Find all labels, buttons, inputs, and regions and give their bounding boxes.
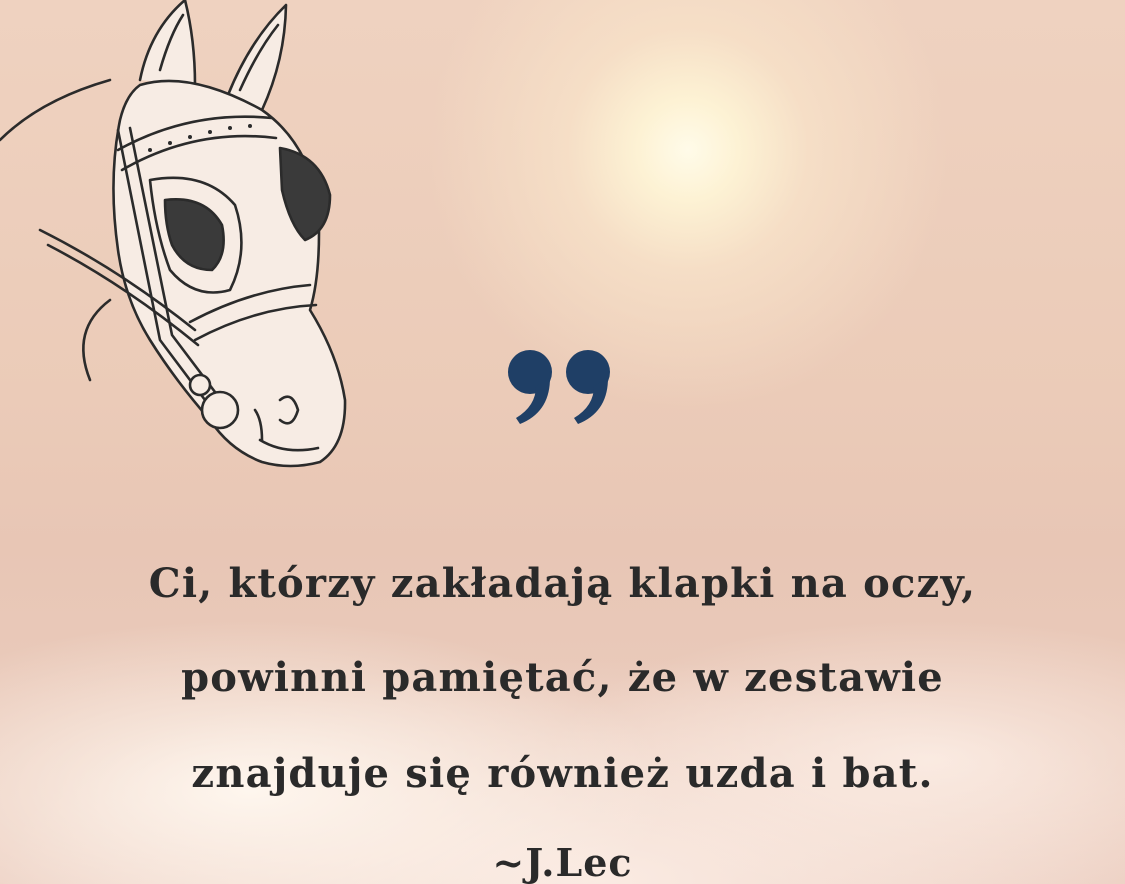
closing-quote-icon: [496, 340, 626, 430]
quote-line-1: Ci, którzy zakładają klapki na oczy,: [148, 560, 977, 607]
quote-line-2: powinni pamiętać, że w zestawie: [181, 654, 944, 701]
quote-author: ~J.Lec: [492, 840, 633, 884]
quote-line-3: znajduje się również uzda i bat.: [191, 750, 934, 797]
horse-with-blinkers-illustration: [0, 0, 380, 480]
